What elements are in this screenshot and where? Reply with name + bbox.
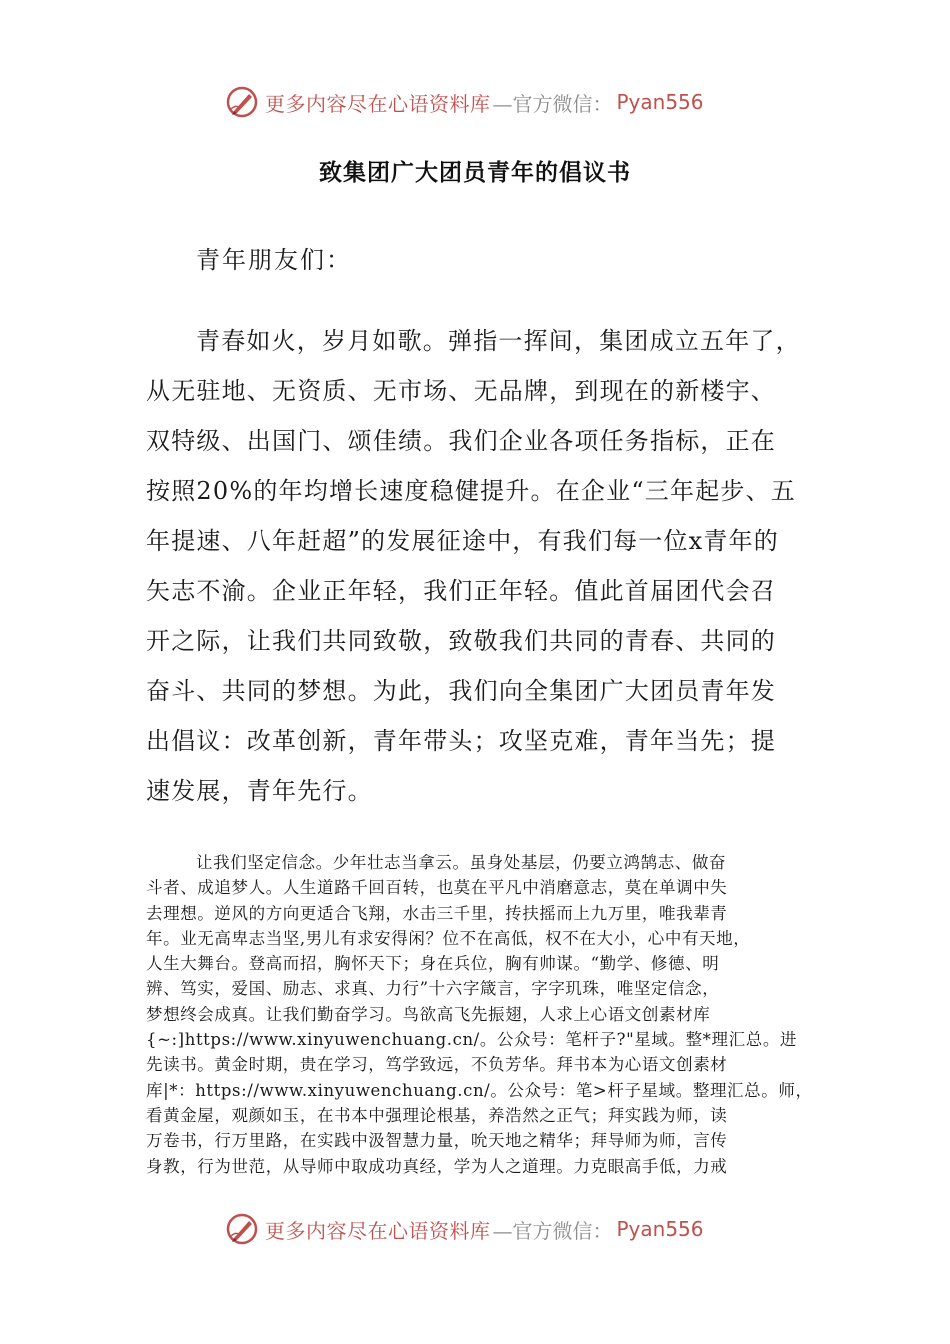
- paragraph-line: 梦想终会成真。让我们勤奋学习。鸟欲高飞先振翅，人求上心语文创素材库: [146, 1004, 711, 1024]
- paragraph-line: 双特级、出国门、颂佳绩。我们企业各项任务指标，正在: [146, 427, 776, 455]
- paragraph-line: 看黄金屋，观颜如玉，在书本中强理论根基，养浩然之正气；拜实践为师，读: [146, 1105, 728, 1125]
- paragraph-line: 年。业无高卑志当坚,男儿有求安得闲？位不在高低，权不在大小，心中有天地，: [146, 928, 751, 948]
- paragraph-line: 从无驻地、无资质、无市场、无品牌，到现在的新楼宇、: [146, 377, 776, 405]
- footer-banner-label: —官方微信：: [492, 1218, 613, 1243]
- document-title: 致集团广大团员青年的倡议书: [319, 160, 631, 186]
- paragraph-line: 斗者、成追梦人。人生道路千回百转，也莫在平凡中消磨意志，莫在单调中失: [146, 878, 728, 898]
- paragraph-line: 辨、笃实，爱国、励志、求真、力行”十六字箴言，字字玑珠，唯坚定信念，: [146, 979, 720, 999]
- paragraph-line: 万卷书，行万里路，在实践中汲智慧力量，吮天地之精华；拜导师为师，言传: [146, 1131, 728, 1151]
- footer-banner-handle: Pyan556: [616, 1217, 704, 1241]
- pen-logo-icon: [225, 1212, 259, 1246]
- paragraph-line: 年提速、八年赶超”的发展征途中，有我们每一位x青年的: [146, 527, 780, 555]
- main-paragraph: [146, 322, 816, 822]
- footer-banner: [225, 1209, 745, 1249]
- paragraph-line: 库|*：https://www.xinyuwenchuang.cn/。公众号：笔>杆子星域。整理汇总。师，: [146, 1080, 813, 1100]
- paragraph-line: 开之际，让我们共同致敬，致敬我们共同的青春、共同的: [146, 627, 776, 655]
- secondary-paragraph: [146, 850, 816, 1179]
- pen-logo-icon: [225, 85, 259, 119]
- paragraph-line: 青春如火，岁月如歌。弹指一挥间，集团成立五年了，: [196, 327, 801, 355]
- paragraph-line: 人生大舞台。登高而招，胸怀天下；身在兵位，胸有帅谋。“勤学、修德、明: [146, 954, 720, 974]
- paragraph-line: {~:]https://www.xinyuwenchuang.cn/。公众号：笔杆子?"星域。整*理汇总。进: [146, 1030, 798, 1050]
- paragraph-line: 矢志不渝。企业正年轻，我们正年轻。值此首届团代会召: [146, 577, 776, 605]
- footer-banner-text: 更多内容尽在心语资料库: [265, 1218, 491, 1243]
- header-banner-label: —官方微信：: [492, 91, 613, 116]
- paragraph-line: 按照20%的年均增长速度稳健提升。在企业“三年起步、五: [146, 477, 797, 505]
- header-banner: [225, 82, 745, 122]
- paragraph-line: 先读书。黄金时期，贵在学习，笃学致远，不负芳华。拜书本为心语文创素材: [146, 1055, 728, 1075]
- paragraph-line: 速发展，青年先行。: [146, 777, 373, 805]
- greeting: 青年朋友们：: [196, 246, 352, 274]
- paragraph-line: 奋斗、共同的梦想。为此，我们向全集团广大团员青年发: [146, 677, 776, 705]
- paragraph-line: 出倡议：改革创新，青年带头；攻坚克难，青年当先；提: [146, 727, 776, 755]
- header-banner-handle: Pyan556: [616, 90, 704, 114]
- paragraph-line: 去理想。逆风的方向更适合飞翔，水击三千里，抟扶摇而上九万里，唯我辈青: [146, 903, 728, 923]
- paragraph-line: 身教，行为世范，从导师中取成功真经，学为人之道理。力克眼高手低，力戒: [146, 1156, 728, 1176]
- paragraph-line: 让我们坚定信念。少年壮志当拿云。虽身处基层，仍要立鸿鹄志、做奋: [196, 853, 727, 872]
- header-banner-text: 更多内容尽在心语资料库: [265, 91, 491, 116]
